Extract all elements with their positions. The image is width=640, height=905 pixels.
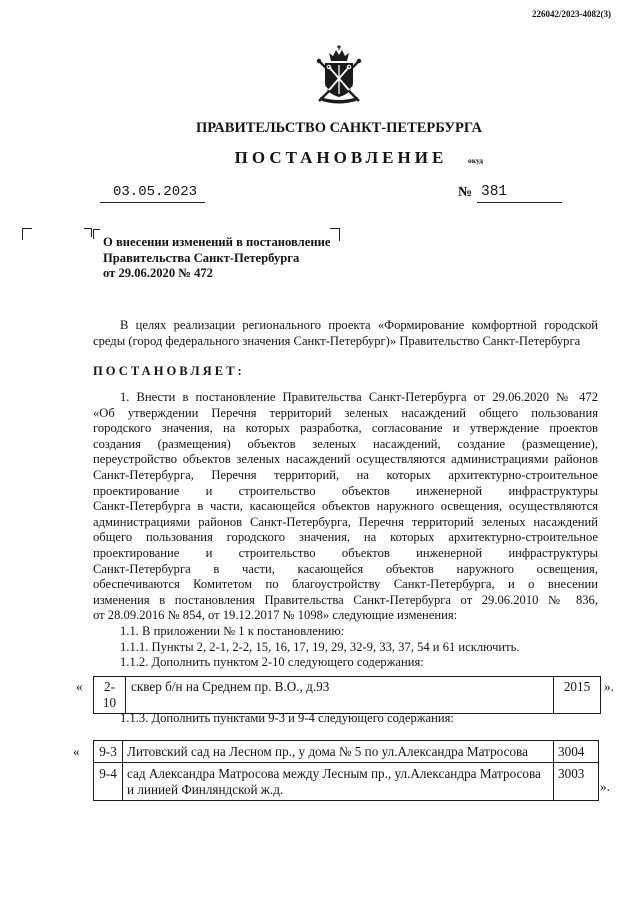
- table-1-close-quote: ».: [604, 679, 614, 694]
- clause-1-1-1: 1.1.1. Пункты 2, 2-1, 2-2, 15, 16, 17, 19, 29, 32-9, 33, 37, 54 и 61 исключить.: [120, 639, 520, 654]
- clause-line: Санкт-Петербурга в части, касающейся объектов наружного освещения, осуществляются: [93, 499, 598, 514]
- row-code: 3004: [554, 741, 599, 763]
- subject-line: О внесении изменений в постановление: [103, 235, 331, 249]
- clause-line: 1. Внести в постановление Правительства Санкт-Петербурга от 29.06.2020 № 472: [120, 390, 598, 404]
- table-row: [94, 677, 601, 714]
- clause-line: общего пользования городского значения, на которых архитектурно-строительное: [93, 530, 598, 545]
- issuer-name: ПРАВИТЕЛЬСТВО САНКТ-ПЕТЕРБУРГА: [196, 120, 482, 136]
- table-row: [94, 763, 599, 801]
- clause-line: переустройство объектов зеленых насаждений осуществляются администрациями районов: [93, 452, 598, 467]
- coat-of-arms-icon: [311, 45, 367, 105]
- clause-line: проектирование и строительство объектов инженерной инфраструктуры: [93, 545, 598, 560]
- clause-line: Санкт-Петербурга в части, касающейся объектов наружного освещения,: [93, 561, 598, 576]
- date-underline: [100, 202, 205, 203]
- row-name: Литовский сад на Лесном пр., у дома № 5 по ул.Александра Матросова: [123, 741, 554, 763]
- document-number: 381: [481, 184, 508, 200]
- clause-line: Санкт-Петербурга, Перечня территорий, на которых архитектурно-строительное: [93, 467, 598, 482]
- okud-label: окуд: [468, 156, 484, 165]
- clause-line: создания (размещения) объектов зеленых насаждений, создание (размещение),: [93, 436, 598, 451]
- table-row: [94, 741, 599, 763]
- registration-number: 226042/2023-4082(3): [532, 9, 611, 19]
- number-sign: №: [458, 185, 473, 200]
- row-number: 2-10: [94, 677, 126, 714]
- preamble: [93, 318, 598, 349]
- number-underline: [477, 202, 562, 203]
- document-type: ПОСТАНОВЛЕНИЕ: [234, 148, 448, 167]
- clause-1-1-3: 1.1.3. Дополнить пунктами 9-3 и 9-4 следующего содержания:: [120, 711, 454, 725]
- table-2: [93, 740, 599, 801]
- clause-line: изменения в постановления Правительства Санкт-Петербурга от 29.06.2010 № 836,: [93, 592, 598, 607]
- table-2-close-quote: ».: [600, 779, 610, 794]
- corner-mark: [330, 228, 340, 241]
- row-number: 9-4: [94, 763, 123, 801]
- row-code: 2015: [554, 677, 601, 714]
- clause-line: обеспечиваются Комитетом по благоустройству Санкт-Петербурга, и о внесении: [93, 577, 598, 592]
- clause-1-1-2: 1.1.2. Дополнить пунктом 2-10 следующего содержания:: [120, 655, 424, 670]
- corner-mark: [84, 228, 92, 237]
- clause-line: «Об утверждении Перечня территорий зеленых насаждений общего пользования: [93, 405, 598, 420]
- preamble-line: В целях реализации регионального проекта «Формирование комфортной городской: [120, 318, 598, 332]
- document-subject: [103, 235, 330, 282]
- subject-line: от 29.06.2020 № 472: [103, 266, 213, 281]
- table-1-open-quote: «: [76, 679, 83, 694]
- clause-line: от 28.09.2016 № 854, от 19.12.2017 № 1098» следующие изменения:: [93, 608, 458, 623]
- preamble-line: среды (город федерального значения Санкт-Петербург)» Правительство Санкт-Петербурга: [93, 333, 581, 348]
- subject-line: Правительства Санкт-Петербурга: [103, 250, 300, 265]
- clause-line: проектирование и строительство объектов инженерной инфраструктуры: [93, 483, 598, 498]
- row-name: сквер б/н на Среднем пр. В.О., д.93: [126, 677, 554, 714]
- row-number: 9-3: [94, 741, 123, 763]
- clause-line: городского значения, на которых разработка, согласование и утверждение проектов: [93, 421, 598, 436]
- corner-mark: [22, 228, 32, 240]
- resolves-heading: ПОСТАНОВЛЯЕТ:: [93, 364, 245, 378]
- table-2-open-quote: «: [73, 744, 80, 759]
- row-code: 3003: [554, 763, 599, 801]
- table-1: [93, 676, 601, 714]
- corner-mark: [93, 229, 100, 239]
- clause-line: администрациями районов Санкт-Петербурга, Перечня территорий зеленых насаждений: [93, 514, 598, 529]
- row-name: сад Александра Матросова между Лесным пр., ул.Александра Матросова и линией Финляндской ж.д.: [123, 763, 554, 801]
- clause-1-1: 1.1. В приложении № 1 к постановлению:: [120, 623, 345, 638]
- document-date: 03.05.2023: [113, 184, 198, 200]
- clause-1: [93, 390, 598, 671]
